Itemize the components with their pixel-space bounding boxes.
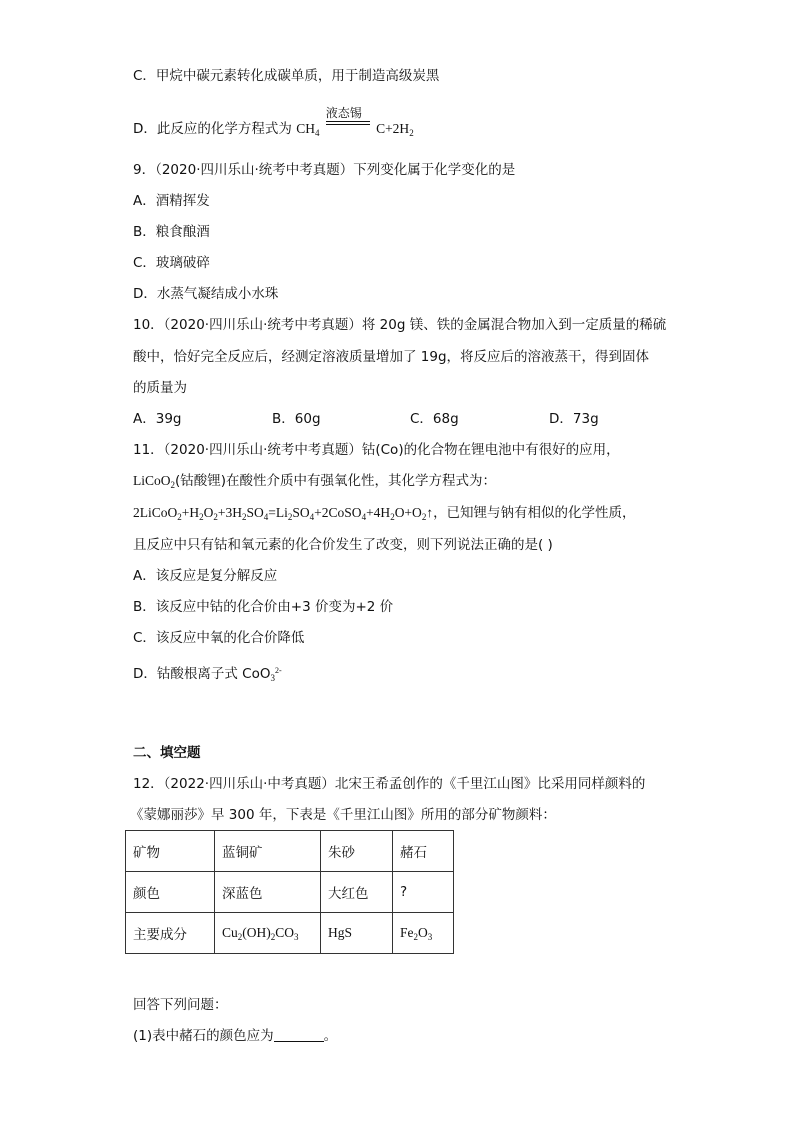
q10-option-d: D．73g bbox=[549, 411, 599, 427]
q12-stem-line1: 12．（2022·四川乐山·中考真题）北宋王希孟创作的《千里江山图》比采用同样颜料的 bbox=[133, 776, 646, 792]
q10-stem-line3: 的质量为 bbox=[133, 380, 187, 396]
q12-subquestion-1: (1)表中赭石的颜色应为 。 bbox=[133, 1028, 338, 1044]
table-cell: 大红色 bbox=[321, 872, 393, 913]
q10-option-c: C．68g bbox=[410, 411, 459, 427]
q11-equation-line: $2LiCoO_2+H_2O_2+3H_2SO_4=Li_2SO_4+2CoSO_4+4H_2O+O_2↑$，已知锂与钠有相似的化学性质， bbox=[133, 505, 636, 522]
table-cell: 主要成分 bbox=[126, 913, 215, 954]
q10-stem-line2: 酸中，恰好完全反应后，经测定溶液质量增加了 19g，将反应后的溶液蒸干，得到固体 bbox=[133, 349, 650, 365]
q11-option-b: B．该反应中钴的化合价由+3 价变为+2 价 bbox=[133, 599, 394, 615]
table-cell: ? bbox=[393, 872, 454, 913]
q10-stem-line1: 10．（2020·四川乐山·统考中考真题）将 20g 镁、铁的金属混合物加入到一定质量的稀硫 bbox=[133, 317, 667, 333]
table-cell: 深蓝色 bbox=[215, 872, 321, 913]
q8-products: $C+2H_2$ bbox=[376, 121, 414, 138]
q9-option-c: C．玻璃破碎 bbox=[133, 255, 210, 271]
q10-option-a: A．39g bbox=[133, 411, 182, 427]
q9-stem: 9．（2020·四川乐山·统考中考真题）下列变化属于化学变化的是 bbox=[133, 162, 516, 178]
q8-option-d bbox=[133, 106, 414, 138]
q9-option-a: A．酒精挥发 bbox=[133, 193, 210, 209]
table-cell: 蓝铜矿 bbox=[215, 831, 321, 872]
q9-option-d: D．水蒸气凝结成小水珠 bbox=[133, 286, 279, 302]
q8-option-c: C．甲烷中碳元素转化成碳单质，用于制造高级炭黑 bbox=[133, 68, 440, 84]
q9-option-b: B．粮食酿酒 bbox=[133, 224, 210, 240]
table-cell-formula-cinnabar: HgS bbox=[321, 913, 393, 954]
table-row bbox=[126, 913, 454, 954]
q11-option-c: C．该反应中氧的化合价降低 bbox=[133, 630, 305, 646]
q11-option-a: A．该反应是复分解反应 bbox=[133, 568, 278, 584]
mineral-pigment-table bbox=[125, 830, 454, 954]
table-cell: 赭石 bbox=[393, 831, 454, 872]
equals-line-top bbox=[326, 121, 370, 122]
section-heading-fill-in: 二、填空题 bbox=[133, 745, 201, 761]
q8-option-d-prefix: D．此反应的化学方程式为 bbox=[133, 121, 292, 137]
q11-stem-line1: 11．（2020·四川乐山·统考中考真题）钴(Co)的化合物在锂电池中有很好的应用， bbox=[133, 442, 620, 458]
q12-answer-prompt: 回答下列问题： bbox=[133, 997, 228, 1013]
table-cell: 颜色 bbox=[126, 872, 215, 913]
q12-stem-line2: 《蒙娜丽莎》早 300 年，下表是《千里江山图》所用的部分矿物颜料： bbox=[130, 807, 556, 823]
reaction-condition-label: 液态锡 bbox=[325, 106, 362, 120]
table-cell-formula-hematite: $Fe_2O_3$ bbox=[393, 913, 454, 954]
q11-stem-line4: 且反应中只有钴和氧元素的化合价发生了改变，则下列说法正确的是( ) bbox=[133, 537, 553, 553]
q8-reactant: $CH_4$ bbox=[296, 121, 320, 138]
table-row bbox=[126, 831, 454, 872]
table-cell-formula-azurite: $Cu_2(OH)_2CO_3$ bbox=[215, 913, 321, 954]
table-cell: 矿物 bbox=[126, 831, 215, 872]
answer-blank[interactable] bbox=[274, 1027, 324, 1042]
table-row bbox=[126, 872, 454, 913]
q11-equation: $2LiCoO_2+H_2O_2+3H_2SO_4=Li_2SO_4+2CoSO_4+4H_2O+O_2↑$ bbox=[133, 505, 434, 522]
q11-option-d: D．钴酸根离子式 CoO$_3^{2-}$ bbox=[133, 666, 282, 683]
reaction-condition bbox=[325, 106, 370, 133]
q11-stem-line2: LiCoO$_2$(钴酸锂)在酸性介质中有强氧化性，其化学方程式为： bbox=[133, 473, 497, 490]
table-cell: 朱砂 bbox=[321, 831, 393, 872]
equals-line-bottom bbox=[326, 124, 370, 125]
q10-option-b: B．60g bbox=[272, 411, 321, 427]
